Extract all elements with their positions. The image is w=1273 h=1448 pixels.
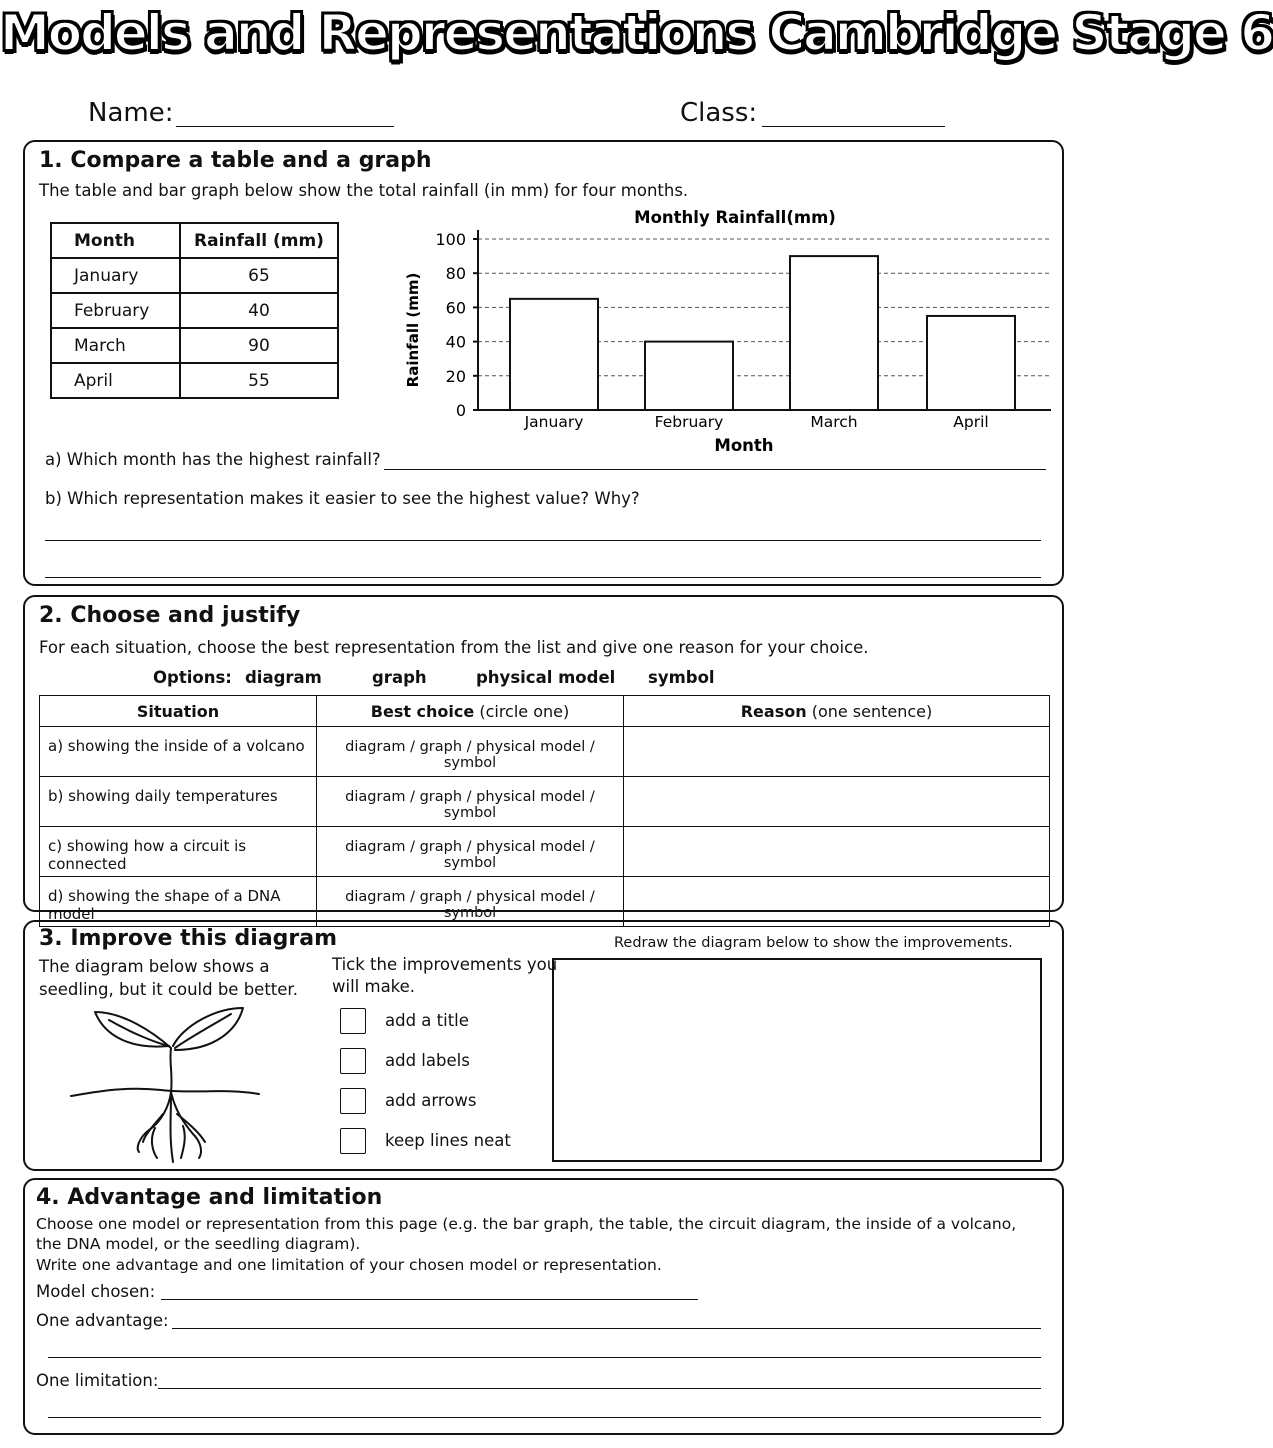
seedling-roots [138,1092,171,1152]
checkbox-label-add-arrows: add arrows [385,1091,477,1110]
section1-intro: The table and bar graph below show the total rainfall (in mm) for four months. [39,181,689,200]
option-diagram: diagram [245,668,322,687]
chart-bar-february [645,342,733,410]
table-row [40,877,1050,927]
choice-cell[interactable]: diagram / graph / physical model / symbol [317,827,624,877]
chart-x-tick-label: March [810,413,858,431]
reason-cell[interactable] [624,777,1050,827]
table-cell-value: 55 [180,363,338,398]
advantage-line-1[interactable] [172,1311,1041,1329]
model-chosen-line[interactable] [161,1282,698,1300]
chart-bar-march [790,256,878,410]
class-label: Class: [680,98,758,128]
section3-desc-line2: seedling, but it could be better. [39,980,298,999]
section2-intro: For each situation, choose the best representation from the list and give one reason for your choice. [39,638,869,657]
table-row [40,777,1050,827]
situation-cell: a) showing the inside of a volcano [40,727,317,777]
section1-title: 1. Compare a table and a graph [39,148,432,173]
chart-x-axis-label: Month [714,436,774,455]
advantage-line-2[interactable] [48,1340,1041,1358]
header-reason [624,696,1050,727]
chart-y-tick-label: 60 [445,298,466,318]
checkbox-keep-lines-neat[interactable] [340,1128,366,1154]
section4-intro-line2: the DNA model, or the seedling diagram). [36,1235,361,1253]
header-reason-rest: (one sentence) [806,701,933,721]
table-cell-month: March [51,328,180,363]
question-a-text: a) Which month has the highest rainfall? [45,450,381,469]
situation-cell: c) showing how a circuit is connected [40,827,317,877]
chart-y-tick-label: 20 [445,366,466,386]
rainfall-bar-chart [395,200,1060,462]
header-reason-bold: Reason [740,701,807,721]
tick-instruction-line2: will make. [332,977,416,996]
chart-bar-january [510,299,598,410]
table-header-month: Month [51,223,180,258]
name-field-line[interactable] [176,100,394,127]
table-row [51,363,338,398]
model-chosen-label: Model chosen: [36,1282,156,1301]
table-header-row [51,223,338,258]
advantage-label: One advantage: [36,1311,169,1330]
choice-cell[interactable]: diagram / graph / physical model / symbol [317,777,624,827]
options-label: Options: [153,668,232,687]
class-field-line[interactable] [762,100,945,127]
reason-cell[interactable] [624,877,1050,927]
tick-instruction-line1: Tick the improvements you [332,955,558,974]
redraw-instruction: Redraw the diagram below to show the improvements. [614,935,1013,951]
situation-cell: b) showing daily temperatures [40,777,317,827]
answer-a-line[interactable] [384,451,1046,470]
table-cell-month: February [51,293,180,328]
table-cell-month: April [51,363,180,398]
answer-b-line-1[interactable] [45,522,1041,541]
question-b-text: b) Which representation makes it easier to see the highest value? Why? [45,489,640,508]
name-label: Name: [88,98,174,128]
table-row [51,258,338,293]
table-cell-value: 40 [180,293,338,328]
section4-intro-line3: Write one advantage and one limitation of your chosen model or representation. [36,1256,662,1274]
choice-cell[interactable]: diagram / graph / physical model / symbol [317,877,624,927]
table-row [51,328,338,363]
choice-table-header-row [40,696,1050,727]
checkbox-label-add-title: add a title [385,1011,469,1030]
section2-title: 2. Choose and justify [39,603,301,628]
table-row [40,827,1050,877]
chart-bar-april [927,316,1015,410]
table-cell-value: 65 [180,258,338,293]
chart-y-tick-label: 0 [455,401,466,420]
reason-cell[interactable] [624,827,1050,877]
checkbox-add-title[interactable] [340,1008,366,1034]
choice-cell[interactable]: diagram / graph / physical model / symbol [317,727,624,777]
header-best-choice [317,696,624,727]
redraw-box[interactable] [552,958,1042,1162]
chart-x-tick-label: January [524,413,584,431]
table-header-rainfall: Rainfall (mm) [180,223,338,258]
chart-y-tick-label: 100 [435,230,466,249]
table-cell-month: January [51,258,180,293]
seedling-stem [170,1048,171,1092]
header-best-choice-rest: (circle one) [474,701,570,721]
checkbox-label-keep-lines-neat: keep lines neat [385,1131,511,1150]
option-graph: graph [372,668,427,687]
chart-y-axis-label: Rainfall (mm) [404,272,422,388]
seedling-diagram [65,1002,265,1167]
chart-title: Monthly Rainfall(mm) [634,208,836,227]
limitation-line-2[interactable] [48,1400,1041,1418]
section4-title: 4. Advantage and limitation [36,1185,383,1210]
checkbox-label-add-labels: add labels [385,1051,470,1070]
header-best-choice-bold: Best choice [370,701,475,721]
situation-cell: d) showing the shape of a DNA model [40,877,317,927]
answer-b-line-2[interactable] [45,559,1041,578]
table-cell-value: 90 [180,328,338,363]
chart-y-tick-label: 40 [445,332,466,352]
seedling-right-leaf [173,1008,243,1050]
rainfall-table [50,222,339,399]
chart-bars [510,256,1015,410]
checkbox-add-arrows[interactable] [340,1088,366,1114]
table-row [51,293,338,328]
soil-line [71,1089,259,1096]
section3-title: 3. Improve this diagram [39,926,338,951]
chart-y-ticks [435,230,478,420]
table-row [40,727,1050,777]
chart-x-tick-label: April [953,413,989,431]
option-physical-model: physical model [476,668,616,687]
option-symbol: symbol [648,668,715,687]
limitation-label: One limitation: [36,1371,159,1390]
header-situation: Situation [40,696,317,727]
reason-cell[interactable] [624,727,1050,777]
section4-intro-line1: Choose one model or representation from this page (e.g. the bar graph, the table, the circuit diagram, the inside of a volcano, [36,1215,1017,1233]
chart-x-tick-label: February [654,413,724,431]
section3-desc-line1: The diagram below shows a [39,957,270,976]
chart-x-ticks [524,413,989,431]
worksheet-title: Models and Representations Cambridge Stage 6 [0,4,1273,62]
choice-table [39,695,1050,927]
chart-y-tick-label: 80 [445,264,466,284]
checkbox-add-labels[interactable] [340,1048,366,1074]
limitation-line-1[interactable] [158,1371,1041,1389]
